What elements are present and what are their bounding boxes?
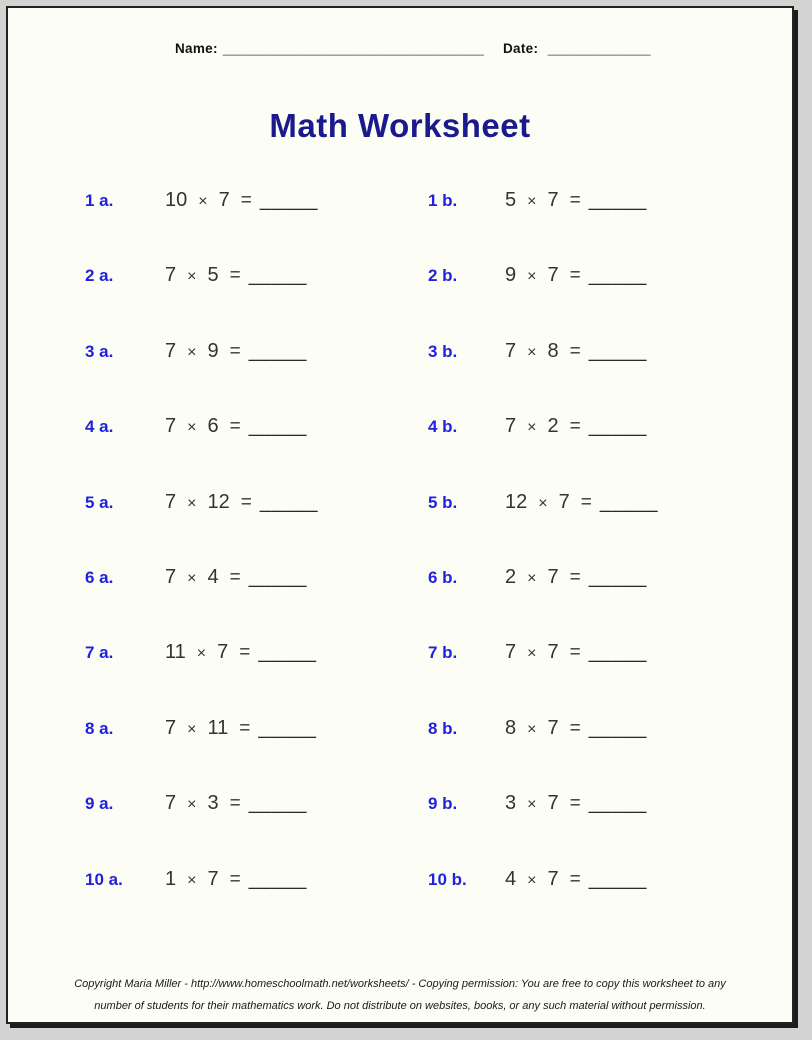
problem-expression-a xyxy=(165,264,428,287)
equals-sign: = xyxy=(569,717,581,739)
answer-blank: _____ xyxy=(588,189,647,211)
problem-row xyxy=(8,566,792,641)
problem-row xyxy=(8,340,792,415)
problem-label-b: 2 b. xyxy=(428,266,458,286)
problem-label-a: 5 a. xyxy=(85,492,114,512)
equals-sign: = xyxy=(569,793,581,815)
date-group xyxy=(503,40,651,58)
problem-row xyxy=(8,868,792,943)
problem-label-a: 8 a. xyxy=(85,718,114,738)
times-sign: × xyxy=(527,871,537,889)
worksheet-page xyxy=(6,6,794,1024)
factor-2: 7 xyxy=(547,867,559,890)
answer-blank: _____ xyxy=(248,264,307,287)
answer-blank: _____ xyxy=(258,641,317,664)
answer-blank: _____ xyxy=(588,415,647,438)
times-sign: × xyxy=(538,494,548,512)
factor-1: 7 xyxy=(165,792,177,815)
times-sign: × xyxy=(198,193,208,210)
factor-2: 12 xyxy=(207,490,230,513)
times-sign: × xyxy=(187,796,197,814)
problem-label-b: 10 b. xyxy=(428,869,467,889)
problem-expression-a xyxy=(165,189,428,212)
problem-expression-b xyxy=(505,491,792,514)
answer-blank: _____ xyxy=(248,867,307,890)
problem-label-a: 2 a. xyxy=(85,266,114,286)
answer-blank: _____ xyxy=(248,339,307,362)
answer-blank: _____ xyxy=(259,490,318,513)
problem-expression-b xyxy=(505,264,792,287)
equals-sign: = xyxy=(239,642,251,664)
problem-label-a: 4 a. xyxy=(85,417,114,437)
factor-1: 7 xyxy=(165,716,177,739)
factor-1: 12 xyxy=(505,490,528,513)
factor-2: 7 xyxy=(218,189,230,211)
problem-expression-a xyxy=(165,868,428,891)
factor-2: 7 xyxy=(547,565,559,588)
problem-row xyxy=(8,264,792,339)
times-sign: × xyxy=(196,645,207,663)
problem-label-a: 3 a. xyxy=(85,341,114,361)
problem-expression-b xyxy=(505,340,792,363)
factor-2: 7 xyxy=(217,641,229,664)
factor-1: 7 xyxy=(165,565,177,588)
factor-2: 7 xyxy=(558,490,570,513)
problem-expression-b xyxy=(505,415,792,438)
problem-label-b: 1 b. xyxy=(428,191,458,210)
problem-label-b: 8 b. xyxy=(428,718,458,738)
times-sign: × xyxy=(187,569,197,587)
answer-blank: _____ xyxy=(588,867,647,890)
problem-expression-b xyxy=(505,868,792,891)
equals-sign: = xyxy=(569,265,581,287)
equals-sign: = xyxy=(229,416,241,438)
factor-2: 3 xyxy=(207,792,219,815)
times-sign: × xyxy=(187,494,197,512)
problems-grid xyxy=(8,189,792,943)
factor-1: 2 xyxy=(505,565,517,588)
answer-blank: _____ xyxy=(599,490,658,513)
problem-row xyxy=(8,415,792,490)
factor-1: 8 xyxy=(505,716,517,739)
equals-sign: = xyxy=(229,868,241,890)
equals-sign: = xyxy=(580,491,592,513)
equals-sign: = xyxy=(569,416,581,438)
problem-label-b: 9 b. xyxy=(428,794,458,814)
name-label: Name: xyxy=(175,41,218,56)
answer-blank: _____ xyxy=(248,792,307,815)
equals-sign: = xyxy=(239,717,251,739)
date-label: Date: xyxy=(502,41,539,56)
factor-1: 10 xyxy=(165,189,188,211)
answer-blank: _____ xyxy=(259,189,318,211)
factor-2: 7 xyxy=(547,264,559,287)
problem-label-a: 6 a. xyxy=(85,567,114,587)
times-sign: × xyxy=(527,193,537,210)
factor-1: 4 xyxy=(505,867,517,890)
factor-2: 7 xyxy=(547,716,559,739)
copyright-line-1: Copyright Maria Miller - http://www.homeschoolmath.net/worksheets/ - Copying permission: You are free to copy this worksheet to any xyxy=(74,978,726,991)
answer-blank: _____ xyxy=(588,339,647,362)
times-sign: × xyxy=(527,419,537,437)
header-row xyxy=(175,40,651,58)
answer-blank: _____ xyxy=(588,792,647,815)
problem-row xyxy=(8,189,792,264)
problem-expression-b xyxy=(505,792,792,815)
problem-expression-a xyxy=(165,641,428,664)
problem-expression-b xyxy=(505,566,792,589)
factor-2: 9 xyxy=(207,339,219,362)
problem-row xyxy=(8,491,792,566)
problem-expression-a xyxy=(165,340,428,363)
factor-2: 6 xyxy=(207,415,219,438)
times-sign: × xyxy=(187,419,197,437)
times-sign: × xyxy=(187,871,197,889)
factor-2: 7 xyxy=(547,641,559,664)
equals-sign: = xyxy=(229,566,241,588)
answer-blank: _____ xyxy=(588,264,647,287)
equals-sign: = xyxy=(229,265,241,287)
problem-expression-a xyxy=(165,491,428,514)
copyright-line-2: number of students for their mathematics work. Do not distribute on websites, books, or any such material without permission. xyxy=(94,999,706,1012)
times-sign: × xyxy=(187,343,197,361)
times-sign: × xyxy=(527,796,537,814)
problem-expression-b xyxy=(505,717,792,740)
times-sign: × xyxy=(187,268,197,286)
factor-2: 7 xyxy=(207,867,219,890)
factor-2: 2 xyxy=(547,415,559,438)
factor-1: 7 xyxy=(165,490,177,513)
answer-blank: _____ xyxy=(588,565,647,588)
factor-1: 11 xyxy=(165,641,186,664)
problem-label-b: 4 b. xyxy=(428,417,458,437)
factor-1: 1 xyxy=(165,867,177,890)
problem-row xyxy=(8,641,792,716)
factor-1: 7 xyxy=(505,339,517,362)
answer-blank: _____ xyxy=(248,565,307,588)
answer-blank: _____ xyxy=(248,415,307,438)
page-title: Math Worksheet xyxy=(269,107,531,144)
problem-label-b: 5 b. xyxy=(428,492,458,512)
times-sign: × xyxy=(527,645,537,663)
problem-expression-a xyxy=(165,566,428,589)
factor-1: 3 xyxy=(505,792,517,815)
factor-1: 7 xyxy=(165,264,177,287)
problem-label-b: 3 b. xyxy=(428,341,458,361)
factor-1: 5 xyxy=(505,189,517,211)
equals-sign: = xyxy=(569,566,581,588)
problem-expression-a xyxy=(165,792,428,815)
factor-2: 8 xyxy=(547,339,559,362)
problem-expression-b xyxy=(505,189,792,212)
factor-2: 5 xyxy=(207,264,219,287)
times-sign: × xyxy=(527,343,537,361)
equals-sign: = xyxy=(569,642,581,664)
equals-sign: = xyxy=(240,190,252,211)
equals-sign: = xyxy=(569,340,581,362)
answer-blank: _____ xyxy=(258,716,317,739)
problem-label-b: 6 b. xyxy=(428,567,458,587)
copyright-footer xyxy=(8,974,792,1017)
equals-sign: = xyxy=(229,340,241,362)
factor-2: 11 xyxy=(207,716,229,739)
factor-2: 7 xyxy=(547,792,559,815)
times-sign: × xyxy=(527,569,537,587)
problem-expression-a xyxy=(165,415,428,438)
name-write-line: ______________________________________ xyxy=(222,42,484,56)
problem-row xyxy=(8,792,792,867)
problem-expression-b xyxy=(505,641,792,664)
factor-2: 7 xyxy=(547,189,559,211)
factor-1: 7 xyxy=(165,415,177,438)
problem-label-a: 9 a. xyxy=(85,794,114,814)
problem-row xyxy=(8,717,792,792)
problem-label-a: 10 a. xyxy=(85,869,123,889)
factor-1: 7 xyxy=(165,339,177,362)
answer-blank: _____ xyxy=(588,716,647,739)
problem-label-b: 7 b. xyxy=(428,643,458,663)
times-sign: × xyxy=(187,720,197,738)
factor-1: 7 xyxy=(505,415,517,438)
equals-sign: = xyxy=(240,491,252,513)
equals-sign: = xyxy=(569,190,581,211)
problem-label-a: 1 a. xyxy=(85,191,114,210)
factor-1: 9 xyxy=(505,264,517,287)
factor-1: 7 xyxy=(505,641,517,664)
equals-sign: = xyxy=(569,868,581,890)
problem-label-a: 7 a. xyxy=(85,643,114,663)
date-write-line: _______________ xyxy=(547,42,651,56)
problem-expression-a xyxy=(165,717,428,740)
answer-blank: _____ xyxy=(588,641,647,664)
equals-sign: = xyxy=(229,793,241,815)
times-sign: × xyxy=(527,720,537,738)
times-sign: × xyxy=(527,268,537,286)
factor-2: 4 xyxy=(207,565,219,588)
